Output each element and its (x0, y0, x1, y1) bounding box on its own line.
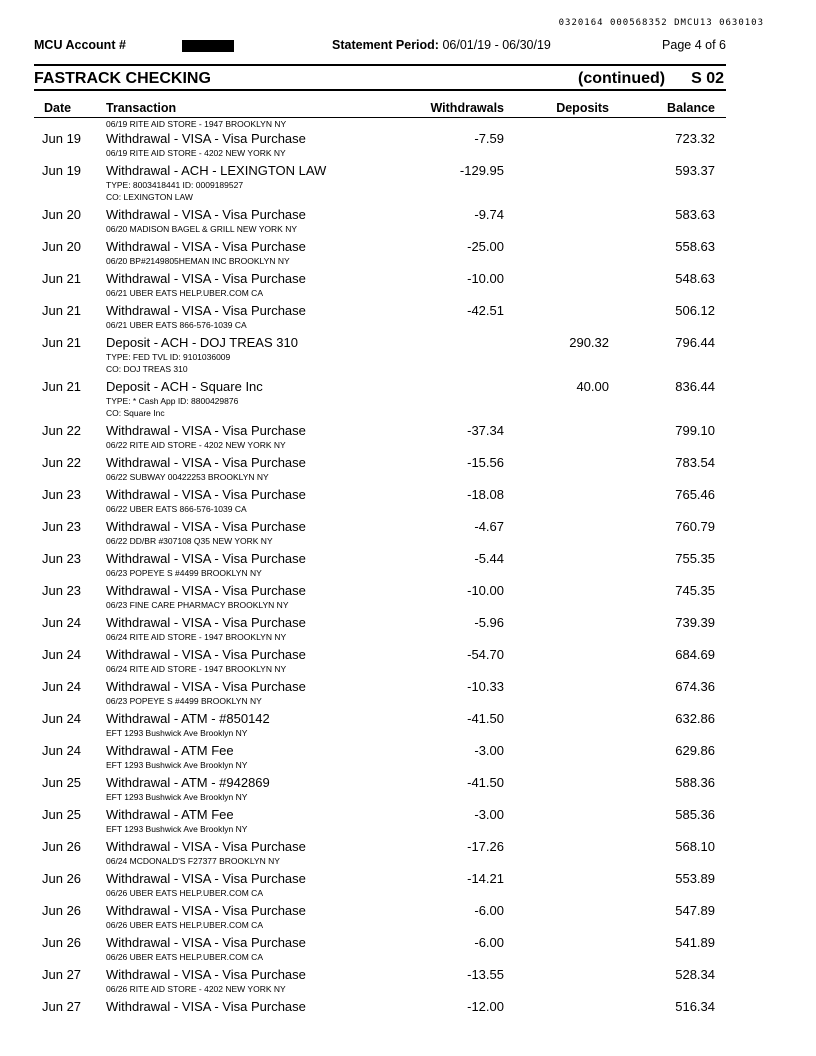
transaction-date: Jun 21 (42, 335, 82, 350)
transaction-balance: 836.44 (675, 379, 715, 394)
transaction-description: Withdrawal - VISA - Visa Purchase (106, 519, 306, 534)
transaction-line (34, 238, 726, 255)
transaction-detail: 06/23 FINE CARE PHARMACY BROOKLYN NY (106, 600, 289, 610)
transaction-line (34, 302, 726, 319)
transaction-withdrawal: -42.51 (467, 303, 504, 318)
transaction-withdrawal: -4.67 (474, 519, 504, 534)
transaction-row (34, 806, 726, 838)
transaction-detail: 06/24 MCDONALD'S F27377 BROOKLYN NY (106, 856, 280, 866)
transaction-description: Withdrawal - ATM Fee (106, 743, 234, 758)
transaction-detail: 06/26 UBER EATS HELP.UBER.COM CA (106, 952, 263, 962)
transaction-date: Jun 23 (42, 519, 82, 534)
transaction-date: Jun 25 (42, 775, 82, 790)
transaction-balance: 629.86 (675, 743, 715, 758)
transaction-detail: TYPE: * Cash App ID: 8800429876 (106, 396, 239, 406)
transaction-detail: 06/21 UBER EATS HELP.UBER.COM CA (106, 288, 263, 298)
transaction-row (34, 614, 726, 646)
transaction-row (34, 774, 726, 806)
transaction-balance: 506.12 (675, 303, 715, 318)
transaction-balance: 516.34 (675, 999, 715, 1014)
transactions-list (34, 118, 726, 1018)
continued-label: (continued) (578, 70, 666, 87)
transaction-date: Jun 20 (42, 239, 82, 254)
transaction-row (34, 550, 726, 582)
transaction-description: Withdrawal - VISA - Visa Purchase (106, 303, 306, 318)
transaction-detail: CO: LEXINGTON LAW (106, 192, 193, 202)
transaction-withdrawal: -10.33 (467, 679, 504, 694)
transaction-description: Withdrawal - VISA - Visa Purchase (106, 871, 306, 886)
transaction-date: Jun 27 (42, 967, 82, 982)
transaction-date: Jun 24 (42, 679, 82, 694)
transaction-row (34, 334, 726, 378)
transaction-line (34, 206, 726, 223)
transaction-description: Deposit - ACH - DOJ TREAS 310 (106, 335, 298, 350)
transaction-date: Jun 26 (42, 935, 82, 950)
transaction-detail: EFT 1293 Bushwick Ave Brooklyn NY (106, 728, 248, 738)
transaction-row (34, 678, 726, 710)
statement-period (332, 38, 551, 52)
transaction-withdrawal: -25.00 (467, 239, 504, 254)
carryover-detail: 06/19 RITE AID STORE - 1947 BROOKLYN NY (106, 119, 287, 129)
transaction-description: Withdrawal - ATM - #942869 (106, 775, 270, 790)
transaction-description: Withdrawal - VISA - Visa Purchase (106, 551, 306, 566)
transaction-date: Jun 23 (42, 583, 82, 598)
transaction-line (34, 422, 726, 439)
transaction-line (34, 710, 726, 727)
transaction-description: Withdrawal - VISA - Visa Purchase (106, 903, 306, 918)
col-deposits: Deposits (556, 101, 609, 115)
transaction-withdrawal: -41.50 (467, 775, 504, 790)
transaction-row (34, 582, 726, 614)
transaction-withdrawal: -41.50 (467, 711, 504, 726)
transaction-balance: 593.37 (675, 163, 715, 178)
transaction-description: Withdrawal - VISA - Visa Purchase (106, 271, 306, 286)
transaction-row (34, 646, 726, 678)
transaction-description: Withdrawal - VISA - Visa Purchase (106, 423, 306, 438)
transaction-row (34, 486, 726, 518)
transaction-detail: 06/19 RITE AID STORE - 4202 NEW YORK NY (106, 148, 286, 158)
transaction-date: Jun 26 (42, 871, 82, 886)
transaction-detail: CO: Square Inc (106, 408, 165, 418)
transaction-line (34, 334, 726, 351)
transaction-row (34, 902, 726, 934)
transaction-withdrawal: -17.26 (467, 839, 504, 854)
transaction-date: Jun 20 (42, 207, 82, 222)
transaction-balance: 585.36 (675, 807, 715, 822)
transaction-row (34, 206, 726, 238)
row-spacer (34, 1015, 726, 1018)
transaction-line (34, 162, 726, 179)
transaction-row (34, 454, 726, 486)
transaction-detail: 06/20 BP#2149805HEMAN INC BROOKLYN NY (106, 256, 290, 266)
transaction-date: Jun 23 (42, 487, 82, 502)
col-balance: Balance (667, 101, 715, 115)
transaction-description: Withdrawal - VISA - Visa Purchase (106, 679, 306, 694)
transaction-line (34, 934, 726, 951)
transaction-line (34, 806, 726, 823)
transaction-date: Jun 24 (42, 615, 82, 630)
transaction-description: Withdrawal - VISA - Visa Purchase (106, 487, 306, 502)
transaction-line (34, 518, 726, 535)
transaction-detail: 06/22 RITE AID STORE - 4202 NEW YORK NY (106, 440, 286, 450)
transaction-balance: 723.32 (675, 131, 715, 146)
transaction-withdrawal: -9.74 (474, 207, 504, 222)
transaction-balance: 583.63 (675, 207, 715, 222)
transaction-row (34, 838, 726, 870)
transaction-row (34, 162, 726, 206)
transaction-line (34, 838, 726, 855)
transaction-detail: 06/23 POPEYE S #4499 BROOKLYN NY (106, 568, 262, 578)
transaction-detail: EFT 1293 Bushwick Ave Brooklyn NY (106, 760, 248, 770)
transaction-description: Withdrawal - VISA - Visa Purchase (106, 207, 306, 222)
transaction-withdrawal: -10.00 (467, 271, 504, 286)
transaction-detail: TYPE: FED TVL ID: 9101036009 (106, 352, 231, 362)
period-label: Statement Period: (332, 38, 439, 52)
transaction-withdrawal: -3.00 (474, 807, 504, 822)
transaction-line (34, 678, 726, 695)
section-title: FASTRACK CHECKING (34, 70, 211, 87)
transaction-detail: EFT 1293 Bushwick Ave Brooklyn NY (106, 824, 248, 834)
transaction-withdrawal: -10.00 (467, 583, 504, 598)
transaction-description: Withdrawal - VISA - Visa Purchase (106, 647, 306, 662)
transaction-description: Withdrawal - VISA - Visa Purchase (106, 615, 306, 630)
transaction-description: Withdrawal - VISA - Visa Purchase (106, 131, 306, 146)
transaction-balance: 558.63 (675, 239, 715, 254)
section-heading (34, 70, 726, 88)
transaction-detail: 06/24 RITE AID STORE - 1947 BROOKLYN NY (106, 664, 287, 674)
transaction-date: Jun 22 (42, 423, 82, 438)
transaction-deposit: 290.32 (569, 335, 609, 350)
transaction-detail: EFT 1293 Bushwick Ave Brooklyn NY (106, 792, 248, 802)
transaction-description: Deposit - ACH - Square Inc (106, 379, 263, 394)
transaction-detail: CO: DOJ TREAS 310 (106, 364, 188, 374)
transaction-withdrawal: -129.95 (459, 163, 504, 178)
transaction-balance: 568.10 (675, 839, 715, 854)
transaction-description: Withdrawal - VISA - Visa Purchase (106, 455, 306, 470)
transaction-balance: 588.36 (675, 775, 715, 790)
transaction-date: Jun 24 (42, 711, 82, 726)
transaction-description: Withdrawal - ATM - #850142 (106, 711, 270, 726)
transaction-balance: 528.34 (675, 967, 715, 982)
transaction-balance: 799.10 (675, 423, 715, 438)
transaction-line (34, 130, 726, 147)
transaction-balance: 739.39 (675, 615, 715, 630)
transaction-balance: 674.36 (675, 679, 715, 694)
page-number: Page 4 of 6 (662, 38, 726, 52)
transaction-row (34, 422, 726, 454)
transaction-line (34, 454, 726, 471)
redacted-account-number (182, 40, 234, 52)
transaction-detail: TYPE: 8003418441 ID: 0009189527 (106, 180, 244, 190)
transaction-withdrawal: -14.21 (467, 871, 504, 886)
transaction-row (34, 270, 726, 302)
transaction-balance: 760.79 (675, 519, 715, 534)
transaction-balance: 547.89 (675, 903, 715, 918)
transaction-description: Withdrawal - ATM Fee (106, 807, 234, 822)
transaction-balance: 755.35 (675, 551, 715, 566)
transaction-description: Withdrawal - ACH - LEXINGTON LAW (106, 163, 327, 178)
transaction-date: Jun 21 (42, 379, 82, 394)
document-control-code: 0320164 000568352 DMCU13 0630103 (558, 18, 764, 28)
transaction-detail: 06/23 POPEYE S #4499 BROOKLYN NY (106, 696, 262, 706)
transaction-detail: 06/22 SUBWAY 00422253 BROOKLYN NY (106, 472, 269, 482)
transaction-withdrawal: -7.59 (474, 131, 504, 146)
transaction-detail: 06/26 UBER EATS HELP.UBER.COM CA (106, 920, 263, 930)
transaction-line (34, 550, 726, 567)
transaction-date: Jun 24 (42, 647, 82, 662)
transaction-line (34, 486, 726, 503)
transaction-balance: 745.35 (675, 583, 715, 598)
transaction-date: Jun 19 (42, 163, 82, 178)
transaction-balance: 632.86 (675, 711, 715, 726)
transaction-detail: 06/26 RITE AID STORE - 4202 NEW YORK NY (106, 984, 286, 994)
transaction-balance: 541.89 (675, 935, 715, 950)
transaction-row (34, 710, 726, 742)
transaction-balance: 553.89 (675, 871, 715, 886)
transaction-deposit: 40.00 (576, 379, 609, 394)
transaction-date: Jun 27 (42, 999, 82, 1014)
transaction-line (34, 582, 726, 599)
transaction-row (34, 518, 726, 550)
transaction-withdrawal: -6.00 (474, 935, 504, 950)
header-divider (34, 64, 726, 66)
transaction-withdrawal: -12.00 (467, 999, 504, 1014)
transaction-description: Withdrawal - VISA - Visa Purchase (106, 583, 306, 598)
transaction-date: Jun 25 (42, 807, 82, 822)
transaction-balance: 684.69 (675, 647, 715, 662)
transaction-balance: 548.63 (675, 271, 715, 286)
transaction-date: Jun 23 (42, 551, 82, 566)
transaction-line (34, 902, 726, 919)
transaction-description: Withdrawal - VISA - Visa Purchase (106, 935, 306, 950)
transaction-balance: 783.54 (675, 455, 715, 470)
col-transaction: Transaction (106, 101, 177, 115)
transaction-description: Withdrawal - VISA - Visa Purchase (106, 239, 306, 254)
transaction-description: Withdrawal - VISA - Visa Purchase (106, 999, 306, 1014)
account-label: MCU Account # (34, 38, 126, 52)
transaction-description: Withdrawal - VISA - Visa Purchase (106, 839, 306, 854)
transaction-detail: 06/21 UBER EATS 866-576-1039 CA (106, 320, 247, 330)
transaction-balance: 796.44 (675, 335, 715, 350)
transaction-row (34, 130, 726, 162)
transaction-detail: 06/20 MADISON BAGEL & GRILL NEW YORK NY (106, 224, 297, 234)
transaction-row (34, 998, 726, 1018)
transaction-line (34, 742, 726, 759)
statement-header (34, 38, 726, 54)
transaction-date: Jun 24 (42, 743, 82, 758)
transaction-row (34, 302, 726, 334)
transaction-withdrawal: -54.70 (467, 647, 504, 662)
transaction-description: Withdrawal - VISA - Visa Purchase (106, 967, 306, 982)
transaction-withdrawal: -5.96 (474, 615, 504, 630)
section-divider (34, 89, 726, 91)
transaction-withdrawal: -5.44 (474, 551, 504, 566)
transaction-row (34, 870, 726, 902)
transaction-detail: 06/26 UBER EATS HELP.UBER.COM CA (106, 888, 263, 898)
transaction-line (34, 378, 726, 395)
transaction-line (34, 966, 726, 983)
transaction-row (34, 966, 726, 998)
transaction-line (34, 998, 726, 1015)
transaction-line (34, 646, 726, 663)
transaction-row (34, 742, 726, 774)
transaction-detail: 06/22 DD/BR #307108 Q35 NEW YORK NY (106, 536, 273, 546)
transaction-row (34, 238, 726, 270)
transaction-date: Jun 19 (42, 131, 82, 146)
transaction-date: Jun 22 (42, 455, 82, 470)
transaction-row (34, 378, 726, 422)
col-withdrawals: Withdrawals (430, 101, 504, 115)
period-value: 06/01/19 - 06/30/19 (442, 38, 551, 52)
transaction-date: Jun 21 (42, 303, 82, 318)
transaction-row (34, 934, 726, 966)
transaction-withdrawal: -37.34 (467, 423, 504, 438)
transaction-withdrawal: -18.08 (467, 487, 504, 502)
transaction-line (34, 270, 726, 287)
transaction-line (34, 774, 726, 791)
section-code: S 02 (691, 70, 724, 87)
transaction-detail: 06/24 RITE AID STORE - 1947 BROOKLYN NY (106, 632, 287, 642)
transaction-balance: 765.46 (675, 487, 715, 502)
transaction-line (34, 870, 726, 887)
transaction-withdrawal: -15.56 (467, 455, 504, 470)
transaction-detail: 06/22 UBER EATS 866-576-1039 CA (106, 504, 247, 514)
transaction-date: Jun 26 (42, 903, 82, 918)
transaction-withdrawal: -6.00 (474, 903, 504, 918)
transaction-date: Jun 21 (42, 271, 82, 286)
col-date: Date (44, 101, 72, 115)
transaction-line (34, 614, 726, 631)
transaction-withdrawal: -13.55 (467, 967, 504, 982)
transaction-withdrawal: -3.00 (474, 743, 504, 758)
transaction-date: Jun 26 (42, 839, 82, 854)
